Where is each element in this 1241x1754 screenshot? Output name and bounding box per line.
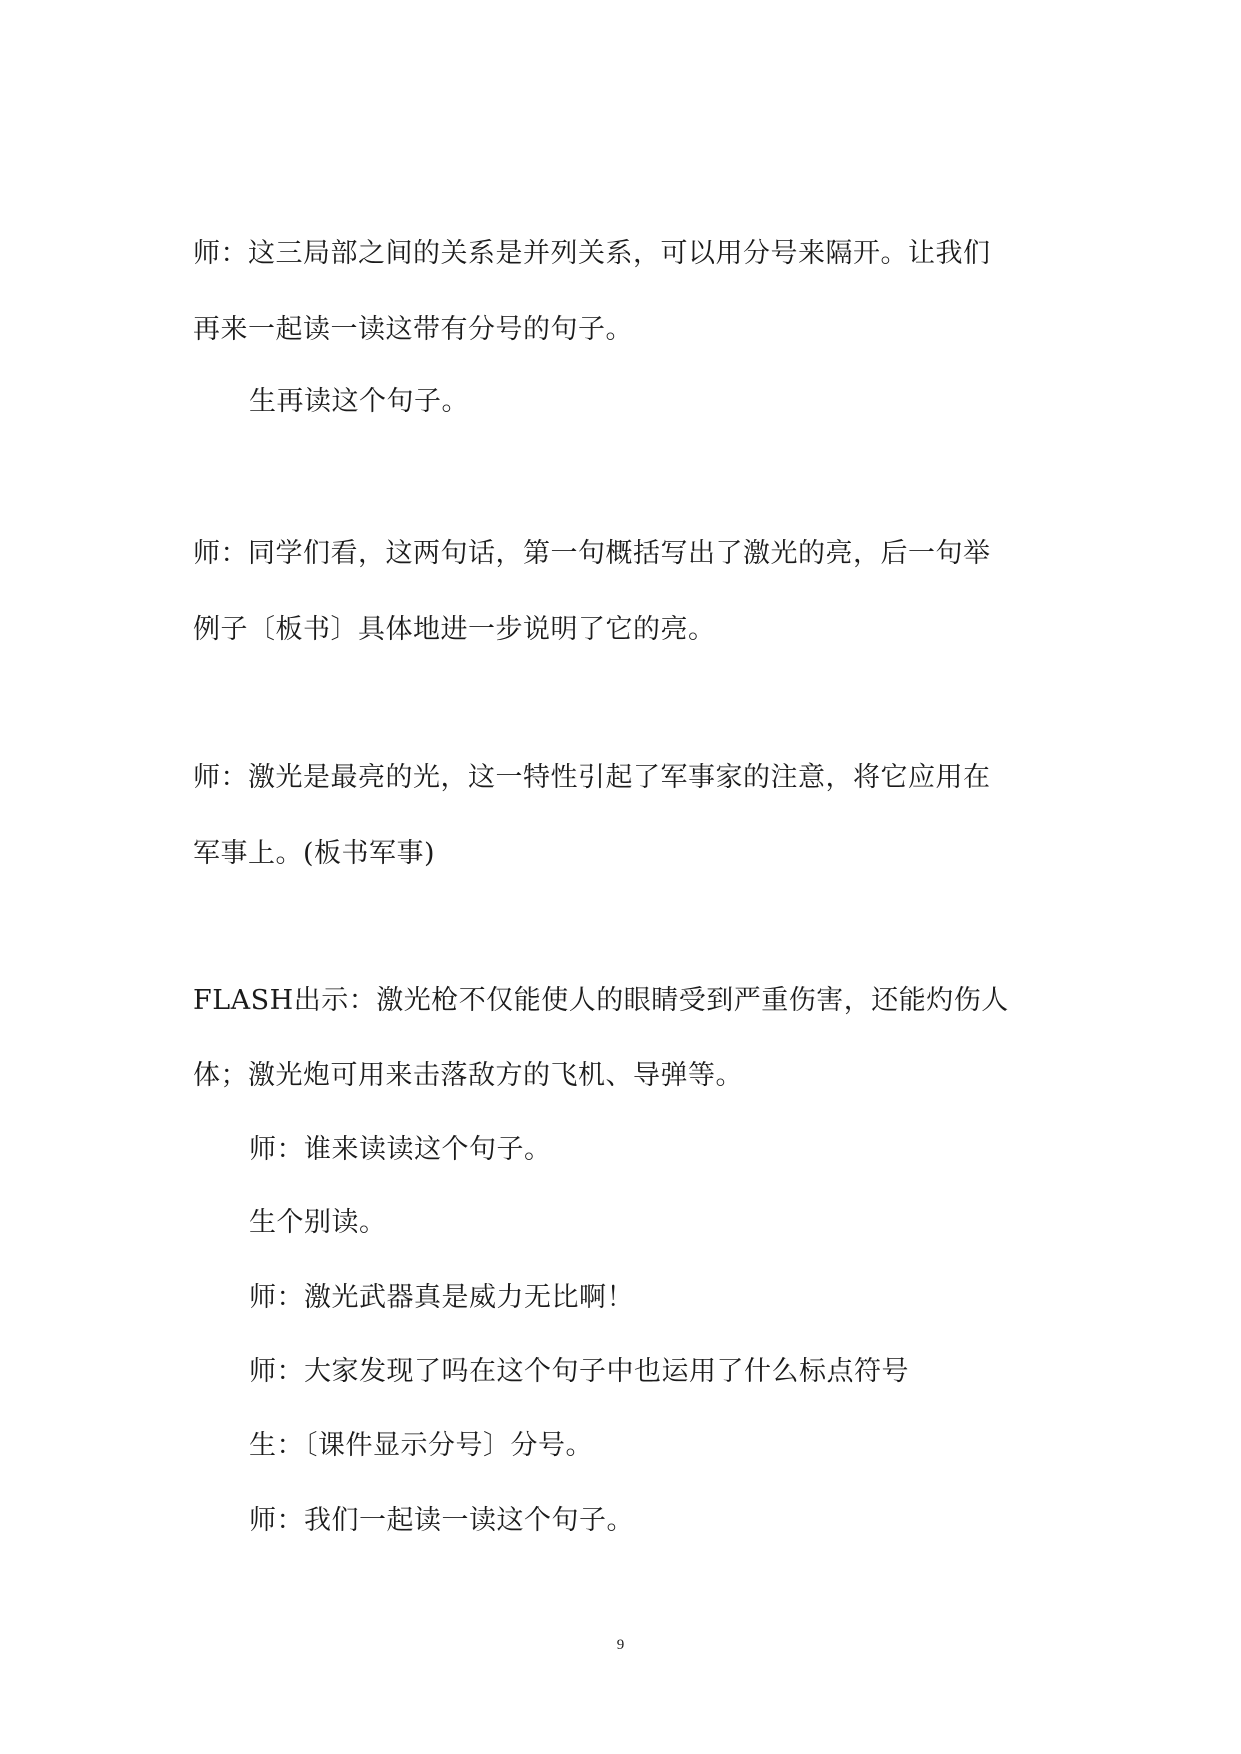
paragraph-line: 师：大家发现了吗在这个句子中也运用了什么标点符号 bbox=[249, 1356, 909, 1387]
paragraph-line: 生个别读。 bbox=[249, 1207, 387, 1238]
paragraph-line: 生：〔课件显示分号〕分号。 bbox=[249, 1430, 593, 1461]
paragraph-line: 例子〔板书〕具体地进一步说明了它的亮。 bbox=[193, 614, 716, 645]
paragraph-line: 再来一起读一读这带有分号的句子。 bbox=[193, 314, 633, 345]
paragraph-line: 体；激光炮可用来击落敌方的飞机、导弹等。 bbox=[193, 1060, 743, 1091]
paragraph-line: 师：同学们看，这两句话，第一句概括写出了激光的亮，后一句举 bbox=[193, 538, 991, 569]
paragraph-line: 师：这三局部之间的关系是并列关系，可以用分号来隔开。让我们 bbox=[193, 238, 991, 269]
paragraph-line: 军事上。(板书军事) bbox=[193, 838, 436, 869]
paragraph-line: 师：激光是最亮的光，这一特性引起了军事家的注意，将它应用在 bbox=[193, 762, 991, 793]
page-number: 9 bbox=[616, 1637, 625, 1653]
paragraph-line: 师：激光武器真是威力无比啊！ bbox=[249, 1282, 634, 1313]
paragraph-line: FLASH出示：激光枪不仅能使人的眼睛受到严重伤害，还能灼伤人 bbox=[193, 985, 1009, 1016]
paragraph-line: 师：我们一起读一读这个句子。 bbox=[249, 1505, 634, 1536]
paragraph-line: 师：谁来读读这个句子。 bbox=[249, 1134, 552, 1165]
paragraph-line: 生再读这个句子。 bbox=[249, 386, 469, 417]
